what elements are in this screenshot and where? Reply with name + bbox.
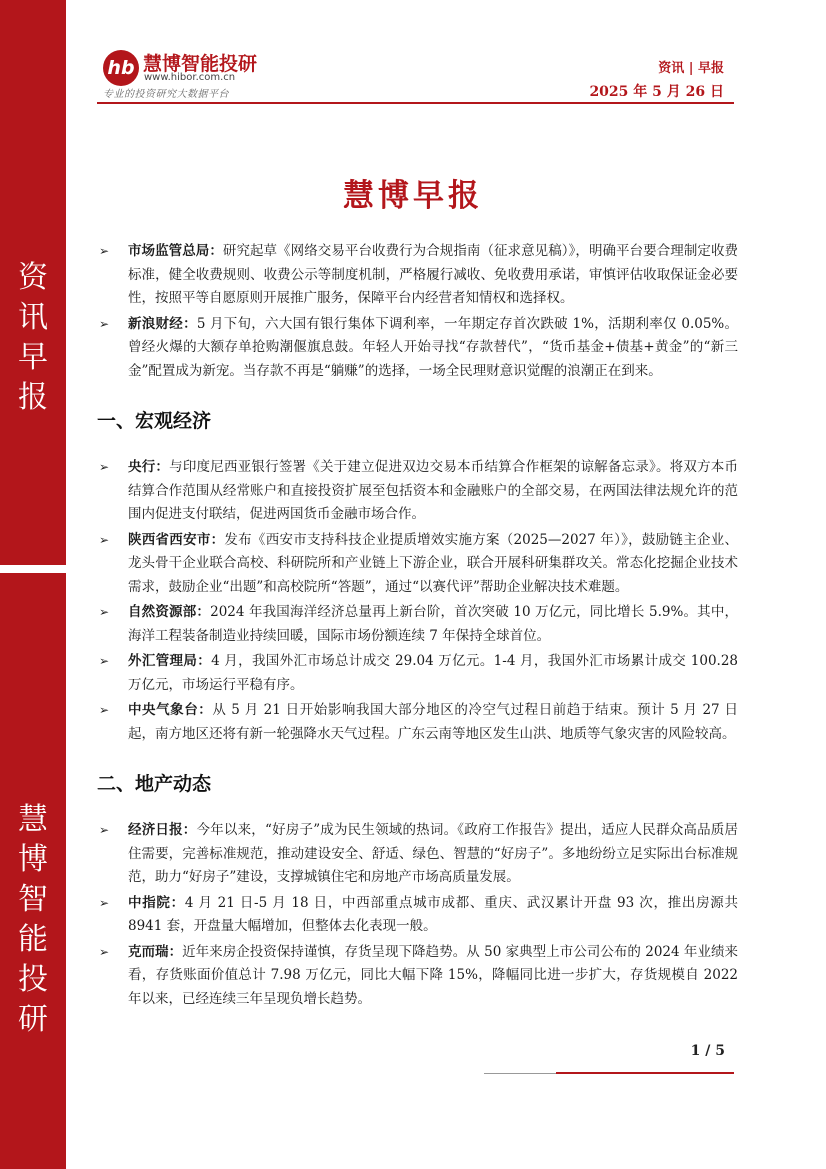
header-meta (589, 60, 724, 104)
news-item (97, 601, 738, 648)
sidebar-label-brand (0, 800, 66, 1040)
news-source: 央行： (128, 459, 170, 475)
sidebar-char: 能 (18, 922, 48, 957)
footer-accent-rule (556, 1072, 734, 1074)
arrow-bullet-icon: ➢ (99, 944, 110, 959)
logo-name: 慧博智能投研 (143, 53, 258, 75)
intro-list (97, 240, 738, 385)
arrow-bullet-icon: ➢ (99, 605, 110, 619)
news-source: 自然资源部： (128, 604, 211, 620)
sidebar-label-news (0, 258, 66, 418)
sidebar-char: 资 (18, 260, 48, 295)
news-item (97, 456, 738, 527)
news-item (97, 819, 738, 890)
arrow-bullet-icon: ➢ (99, 654, 110, 668)
sidebar-char: 讯 (18, 300, 48, 335)
sidebar-char: 早 (18, 340, 48, 375)
news-source: 克而瑞： (128, 943, 183, 960)
news-text: 从 5 月 21 日开始影响我国大部分地区的冷空气过程日前趋于结束。预计 5 月 27 日起，南方地区还将有新一轮强降水天气过程。广东云南等地区发生山洪、地质等气象灾害的风险较高。 (128, 702, 738, 742)
logo-url: www.hibor.com.cn (144, 72, 236, 83)
news-source: 新浪财经： (128, 315, 197, 332)
news-source: 外汇管理局： (128, 653, 212, 669)
news-source: 经济日报： (128, 822, 197, 838)
arrow-bullet-icon: ➢ (99, 316, 110, 331)
sidebar-char: 博 (18, 842, 48, 877)
logo-tagline: 专业的投资研究大数据平台 (103, 89, 229, 100)
sidebar-char: 智 (18, 882, 48, 917)
section-heading: 一、宏观经济 (97, 410, 212, 432)
news-text: 今年以来，“好房子”成为民生领域的热词。《政府工作报告》提出，适应人民群众高品质居住需要，完善标准规范，推动建设安全、舒适、绿色、智慧的“好房子”。多地纷纷立足实际出台标准规范，助力“好房子”建设，支撑城镇住宅和房地产市场高质量发展。 (128, 822, 738, 885)
news-text: 发布《西安市支持科技企业提质增效实施方案（2025—2027 年）》，鼓励链主企业、龙头骨干企业联合高校、科研院所和产业链上下游企业，联合开展科研集群攻关。常态化挖掘企业技术需求，鼓励企业“出题”和高校院所“答题”，通过“以赛代评”帮助企业解决技术难题。 (128, 531, 738, 595)
arrow-bullet-icon: ➢ (99, 244, 110, 258)
news-source: 市场监管总局： (128, 243, 223, 259)
report-body (97, 240, 738, 1013)
news-text: 4 月，我国外汇市场总计成交 29.04 万亿元。1-4 月，我国外汇市场累计成交 100.28 万亿元，市场运行平稳有序。 (128, 653, 739, 693)
page-title: 慧博早报 (343, 178, 483, 214)
news-item (97, 240, 738, 311)
arrow-bullet-icon: ➢ (99, 895, 110, 910)
news-source: 中央气象台： (128, 702, 213, 718)
arrow-bullet-icon: ➢ (99, 532, 110, 547)
news-item (97, 892, 738, 939)
sidebar-char: 报 (18, 380, 48, 415)
news-text: 与印度尼西亚银行签署《关于建立促进双边交易本币结算合作框架的谅解备忘录》。将双方本币结算合作范围从经常账户和直接投资扩展至包括资本和金融账户的全部交易，在两国法律法规允许的范围内促进支付联结，促进两国货币金融市场合作。 (128, 459, 739, 522)
sidebar-divider (0, 565, 66, 573)
sections-container (97, 408, 738, 1013)
arrow-bullet-icon: ➢ (99, 703, 110, 717)
section-heading: 二、地产动态 (97, 773, 212, 795)
header-rule (97, 102, 734, 104)
page-number: 1 / 5 (690, 1043, 725, 1059)
news-text: 研究起草《网络交易平台收费行为合规指南（征求意见稿）》，明确平台要合理制定收费标准，健全收费规则、收费公示等制度机制，严格履行减收、免收费用承诺，审慎评估收取保证金必要性，按照平等自愿原则开展推广服务，保障平台内经营者知情权和选择权。 (128, 243, 739, 306)
logo-mark-icon: hb (103, 50, 139, 86)
sidebar-char: 投 (18, 962, 48, 997)
report-category: 资讯 | 早报 (658, 61, 724, 76)
sidebar-char: 慧 (18, 802, 48, 837)
news-text: 2024 年我国海洋经济总量再上新台阶，首次突破 10 万亿元，同比增长 5.9%。其中，海洋工程装备制造业持续回暖，国际市场份额连续 7 年保持全球首位。 (128, 604, 739, 644)
report-date: 2025 年 5 月 26 日 (589, 84, 724, 100)
news-item (97, 529, 738, 600)
news-source: 中指院： (128, 894, 185, 911)
news-item (97, 941, 738, 1012)
news-text: 4 月 21 日-5 月 18 日，中西部重点城市成都、重庆、武汉累计开盘 93 次，推出房源共 8941 套，开盘量大幅增加，但整体去化表现一般。 (128, 894, 739, 934)
news-item (97, 650, 738, 697)
news-item (97, 313, 738, 384)
news-text: 近年来房企投资保持谨慎，存货呈现下降趋势。从 50 家典型上市公司公布的 2024 年业绩来看，存货账面价值总计 7.98 万亿元，同比大幅下降 15%，降幅同比进一步扩大，存货规模自 2022 年以来，已经连续三年呈现负增长趋势。 (128, 943, 738, 1007)
news-source: 陕西省西安市： (128, 531, 225, 548)
news-item (97, 699, 738, 746)
arrow-bullet-icon: ➢ (99, 460, 110, 474)
sidebar-char: 研 (18, 1002, 48, 1037)
arrow-bullet-icon: ➢ (99, 823, 110, 837)
news-text: 5 月下旬，六大国有银行集体下调利率，一年期定存首次跌破 1%，活期利率仅 0.05%。曾经火爆的大额存单抢购潮偃旗息鼓。年轻人开始寻找“存款替代”，“货币基金+债基+黄金”的“新三金”配置成为新宠。当存款不再是“躺赚”的选择，一场全民理财意识觉醒的浪潮正在到来。 (128, 315, 739, 379)
